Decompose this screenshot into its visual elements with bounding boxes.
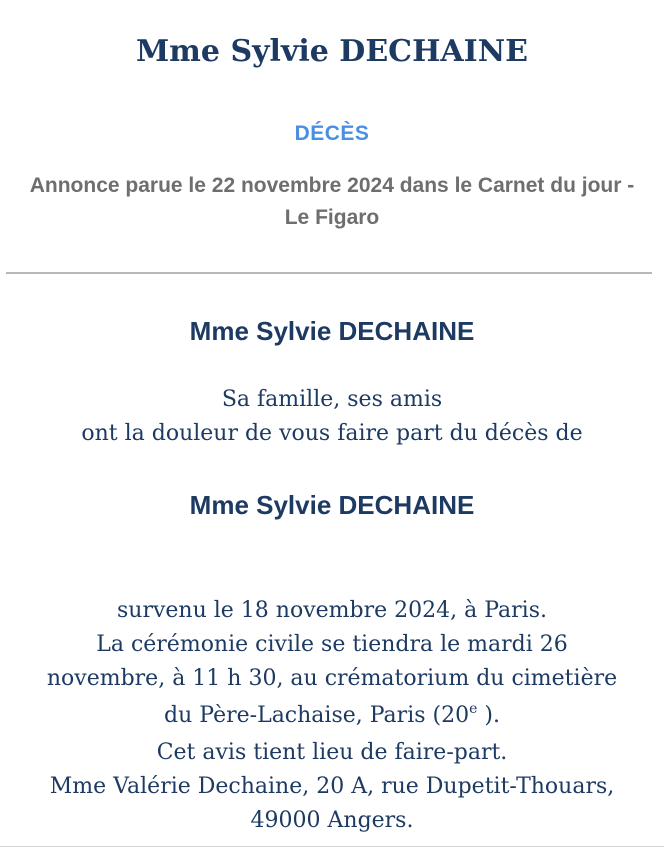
location-suffix: ). (484, 703, 500, 728)
closing-line: Mme Valérie Dechaine, 20 A, rue Dupetit-Thouars, (49, 774, 615, 799)
closing-line: 49000 Angers. (250, 808, 414, 833)
page-title: Mme Sylvie DECHAINE (135, 34, 529, 70)
bottom-divider (0, 846, 664, 847)
ceremony-location-line (0, 696, 664, 736)
intro-line: ont la douleur de vous faire part du décès de (81, 421, 583, 446)
announcement-details (0, 594, 664, 838)
closing-line: Cet avis tient lieu de faire-part. (156, 740, 508, 765)
intro-line: Sa famille, ses amis (221, 387, 443, 412)
detail-line: survenu le 18 novembre 2024, à Paris. (117, 598, 547, 623)
announcement-intro (0, 383, 664, 451)
arrondissement-superscript: e (469, 701, 478, 717)
publication-info: Annonce parue le 22 novembre 2024 dans le Carnet du jour - Le Figaro (29, 174, 635, 229)
category-label[interactable]: DÉCÈS (294, 122, 370, 145)
detail-line: La cérémonie civile se tiendra le mardi 26 (96, 632, 568, 657)
deceased-name-heading: Mme Sylvie DECHAINE (189, 316, 475, 346)
location-text: du Père-Lachaise, Paris (20 (164, 703, 470, 728)
deceased-name: Mme Sylvie DECHAINE (189, 490, 475, 520)
divider (6, 272, 652, 274)
detail-line: novembre, à 11 h 30, au crématorium du cimetière (46, 666, 618, 691)
